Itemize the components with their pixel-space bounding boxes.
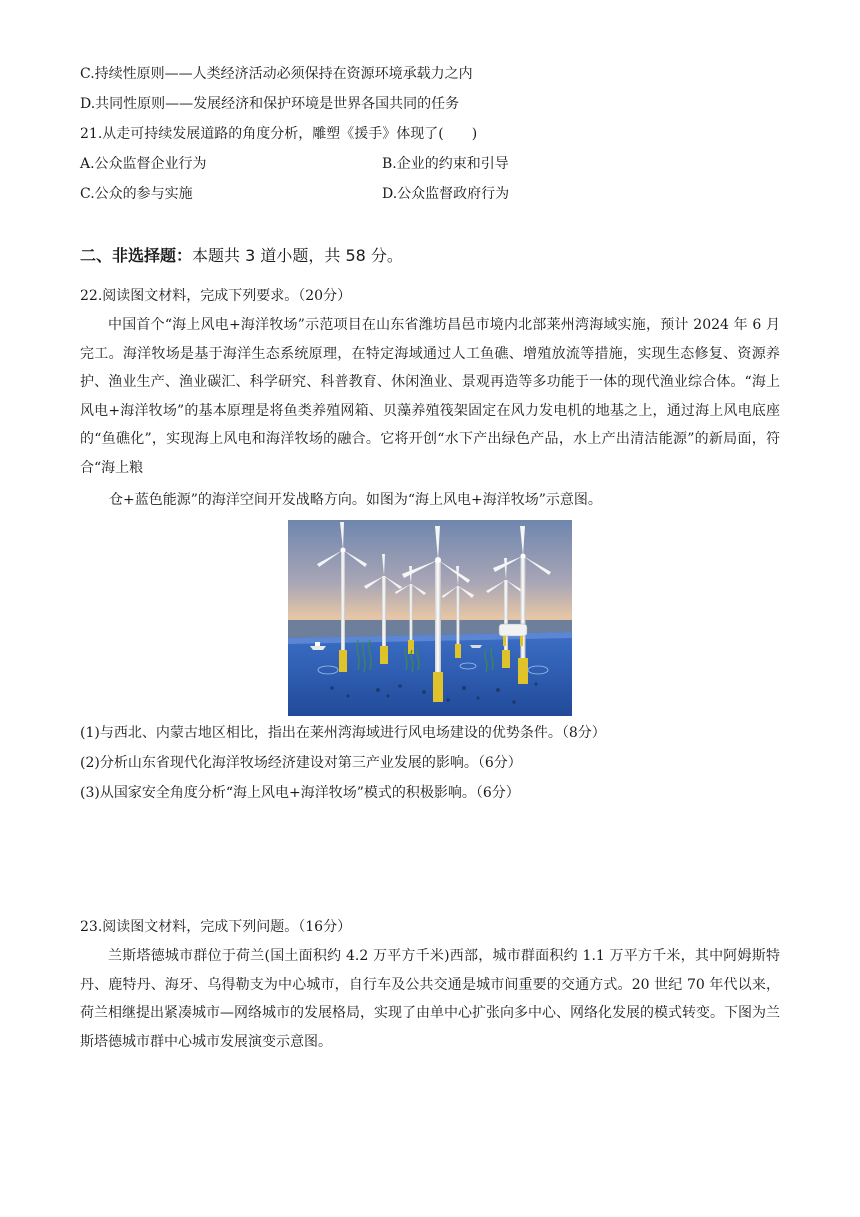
q22-subquestion-2: (2)分析山东省现代化海洋牧场经济建设对第三产业发展的影响。（6分） [80, 755, 522, 771]
q22-subquestion-3: (3)从国家安全角度分析“海上风电+海洋牧场”模式的积极影响。（6分） [80, 785, 520, 801]
q21-option-d: D.公众监督政府行为 [382, 186, 510, 202]
q22-material-paragraph: 中国首个“海上风电+海洋牧场”示范项目在山东省潍坊昌邑市境内北部莱州湾海域实施，预计 2024 年 6 月完工。海洋牧场是基于海洋生态系统原理，在特定海域通过人工鱼礁、增殖放流等措施，实现生态修复、资源养护、渔业生产、渔业碳汇、科学研究、科普教育、休闲渔业、景观再造等多功能于一体的现代渔业综合体。“海上风电+海洋牧场”的基本原理是将鱼类养殖网箱、贝藻养殖筏架固定在风力发电机的地基之上，通过海上风电底座的“鱼礁化”，实现海上风电和海洋牧场的融合。它将开创“水下产出绿色产品，水上产出清洁能源”的新局面，符合“海上粮 [80, 317, 780, 476]
q22-stem: 22.阅读图文材料，完成下列要求。（20分） [80, 288, 352, 304]
q20-option-c: C.持续性原则——人类经济活动必须保持在资源环境承载力之内 [80, 66, 473, 82]
q22-material-paragraph-continued: 仓+蓝色能源”的海洋空间开发战略方向。如图为“海上风电+海洋牧场”示意图。 [109, 492, 602, 508]
q22-subquestion-1: (1)与西北、内蒙古地区相比，指出在莱州湾海域进行风电场建设的优势条件。（8分） [80, 725, 606, 741]
boat [470, 645, 482, 648]
q23-stem: 23.阅读图文材料，完成下列问题。（16分） [80, 919, 352, 935]
q20-option-d: D.共同性原则——发展经济和保护环境是世界各国共同的任务 [80, 96, 460, 112]
sky-backdrop [288, 520, 572, 635]
q21-option-a: A.公众监督企业行为 [80, 156, 207, 172]
q21-option-b: B.企业的约束和引导 [382, 156, 509, 172]
section-heading-desc: 本题共 3 道小题，共 58 分。 [192, 246, 403, 265]
q21-option-c: C.公众的参与实施 [80, 186, 193, 202]
offshore-wind-marine-ranch-figure [288, 520, 572, 716]
section-heading [80, 244, 403, 268]
section-heading-title: 二、非选择题： [80, 246, 193, 265]
q21-stem: 21.从走可持续发展道路的角度分析，雕塑《援手》体现了( ) [80, 126, 478, 142]
q23-material-paragraph: 兰斯塔德城市群位于荷兰(国土面积约 4.2 万平方千米)西部，城市群面积约 1.1 万平方千米，其中阿姆斯特丹、鹿特丹、海牙、乌得勒支为中心城市，自行车及公共交通是城市间重要的交通方式。20 世纪 70 年代以来，荷兰相继提出紧凑城市—网络城市的发展格局，实现了由单中心扩张向多中心、网络化发展的模式转变。下图为兰斯塔德城市群中心城市发展演变示意图。 [80, 948, 780, 1050]
offshore-wind-marine-ranch-illustration [288, 520, 572, 716]
